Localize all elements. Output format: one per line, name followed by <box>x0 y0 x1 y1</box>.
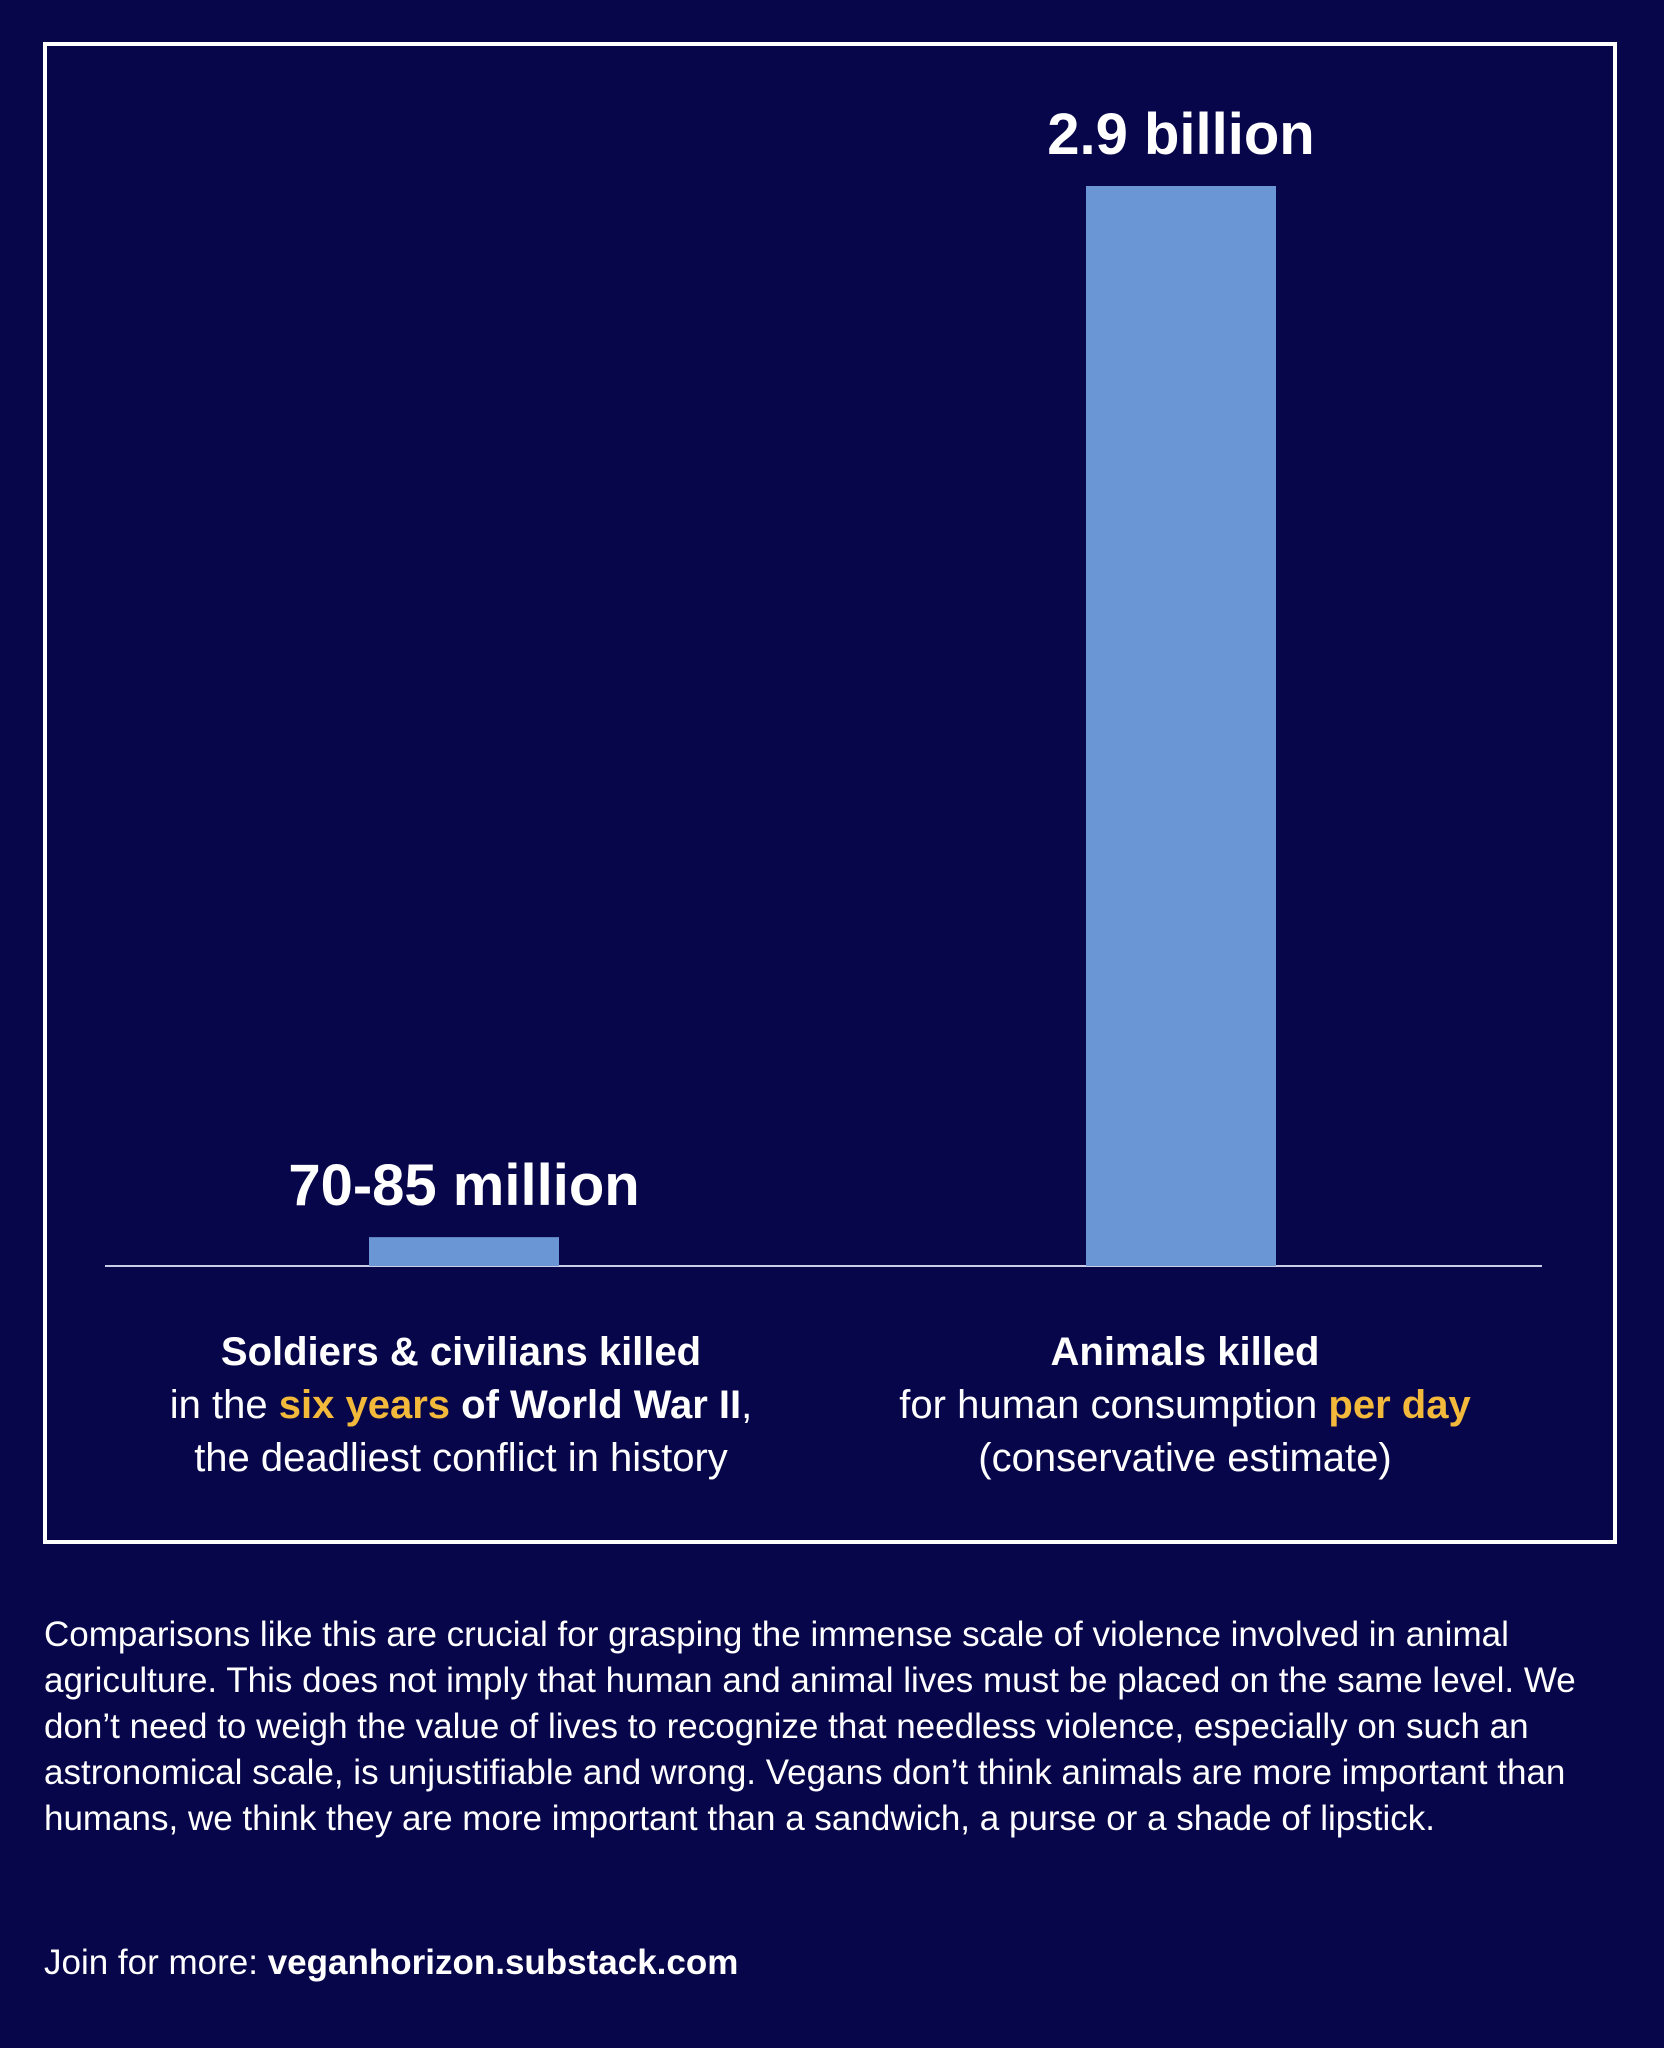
data-label-wwii: 70-85 million <box>288 1153 640 1219</box>
category-label-line3: (conservative estimate) <box>978 1436 1392 1480</box>
data-label-animals: 2.9 billion <box>1047 102 1315 167</box>
category-label-highlight: per day <box>1328 1383 1471 1427</box>
category-label-text: in the <box>169 1383 279 1427</box>
join-footer <box>44 1940 738 1986</box>
category-label-line1: Soldiers & civilians killed <box>220 1330 702 1374</box>
category-label-line2 <box>825 1379 1545 1432</box>
category-label-bold: of World War II <box>450 1383 742 1427</box>
category-label-line3: the deadliest conflict in history <box>194 1436 728 1480</box>
category-label-line2 <box>101 1379 821 1432</box>
category-label-text: , <box>741 1383 753 1427</box>
category-label-text: for human consumption <box>899 1383 1329 1427</box>
bar-animals-killed <box>1086 186 1276 1266</box>
caption-paragraph: Comparisons like this are crucial for grasping the immense scale of violence involved in animal agriculture. This does not imply that human and animal lives must be placed on the same level. We don’t need to weigh the value of lives to recognize that needless violence, especially on such an astronomical scale, is unjustifiable and wrong. Vegans don’t think animals are more important than humans, we think they are more important than a sandwich, a purse or a shade of lipstick. <box>44 1615 1576 1838</box>
category-label-highlight: six years <box>278 1383 451 1427</box>
category-label-animals <box>825 1326 1545 1485</box>
category-label-line1: Animals killed <box>1050 1330 1320 1374</box>
substack-link[interactable]: veganhorizon.substack.com <box>267 1943 739 1982</box>
join-prefix: Join for more: <box>44 1943 268 1982</box>
bar-wwii-deaths <box>369 1237 559 1266</box>
category-label-wwii <box>101 1326 821 1485</box>
